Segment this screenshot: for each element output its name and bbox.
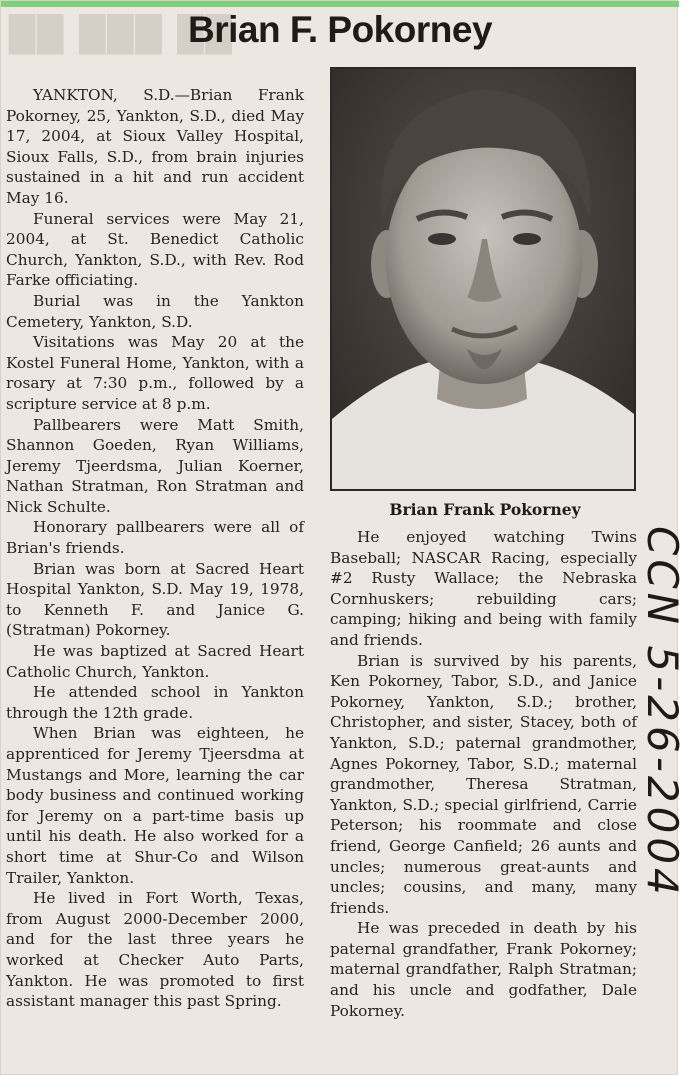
paragraph: Brian was born at Sacred Heart Hospital Yankton, S.D. May 19, 1978, to Kenneth F. and Janice G. (Stratman) Pokorney. — [6, 559, 304, 640]
paragraph: Honorary pallbearers were all of Brian's friends. — [6, 518, 304, 558]
paragraph: He was baptized at Sacred Heart Catholic Church, Yankton. — [6, 642, 304, 681]
right-text-column — [330, 527, 637, 1021]
portrait-photo — [330, 67, 636, 491]
paragraph: Pallbearers were Matt Smith, Shannon Goeden, Ryan Williams, Jeremy Tjeerdsma, Julian Koerner, Nathan Stratman, Ron Stratman and Nick Schulte. — [6, 415, 304, 516]
handwritten-text: CCN 5-26-2004 — [638, 526, 687, 899]
handwritten-date-note — [599, 526, 687, 899]
paragraph: When Brian was eighteen, he apprenticed for Jeremy Tjeersdma at Mustangs and More, learning the car body business and continued working for Jeremy on a part-time basis up until his death. He also worked for a short time at Shur-Co and Wilson Trailer, Yankton. — [6, 724, 304, 887]
portrait-illustration — [332, 69, 634, 489]
scan-edge-line — [1, 1, 679, 7]
paragraph: Visitations was May 20 at the Kostel Funeral Home, Yankton, with a rosary at 7:30 p.m., followed by a scripture service at 8 p.m. — [6, 333, 304, 413]
paragraph: He lived in Fort Worth, Texas, from August 2000-December 2000, and for the last three years he worked at Checker Auto Parts, Yankton. He was promoted to first assistant manager this past Spring. — [6, 889, 304, 1011]
left-text-column — [6, 85, 304, 1012]
paragraph: Funeral services were May 21, 2004, at St. Benedict Catholic Church, Yankton, S.D., with Rev. Rod Farke officiating. — [6, 209, 304, 290]
paragraph: He enjoyed watching Twins Baseball; NASCAR Racing, especially #2 Rusty Wallace; the Nebraska Cornhuskers; rebuilding cars; camping; hiking and being with family and friends. — [330, 528, 637, 649]
paragraph: He attended school in Yankton through the 12th grade. — [6, 683, 304, 722]
paragraph: Brian is survived by his parents, Ken Pokorney, Tabor, S.D., and Janice Pokorney, Yankton, S.D.; brother, Christopher, and sister, Stacey, both of Yankton, S.D.; paternal grandmother, Agnes Pokorney, Tabor, S.D.; maternal grandmother, Theresa Stratman, Yankton, S.D.; special girlfriend, Carrie Peterson; his roommate and close friend, George Canfield; 26 aunts and uncles; numerous great-aunts and uncles; cousins, and many, many friends. — [330, 651, 637, 917]
photo-caption: Brian Frank Pokorney — [389, 500, 581, 519]
paragraph: He was preceded in death by his paternal grandfather, Frank Pokorney; maternal grandfather, Ralph Stratman; and his uncle and godfather, Dale Pokorney. — [330, 919, 637, 1020]
paragraph: YANKTON, S.D.—Brian Frank Pokorney, 25, Yankton, S.D., died May 17, 2004, at Sioux Valley Hospital, Sioux Falls, S.D., from brain injuries sustained in a hit and run accident May 16. — [6, 86, 304, 207]
obituary-headline: Brian F. Pokorney — [187, 9, 493, 50]
paragraph: Burial was in the Yankton Cemetery, Yankton, S.D. — [6, 291, 304, 331]
bleed-through-print: ██ ███ ██ — [9, 15, 234, 55]
